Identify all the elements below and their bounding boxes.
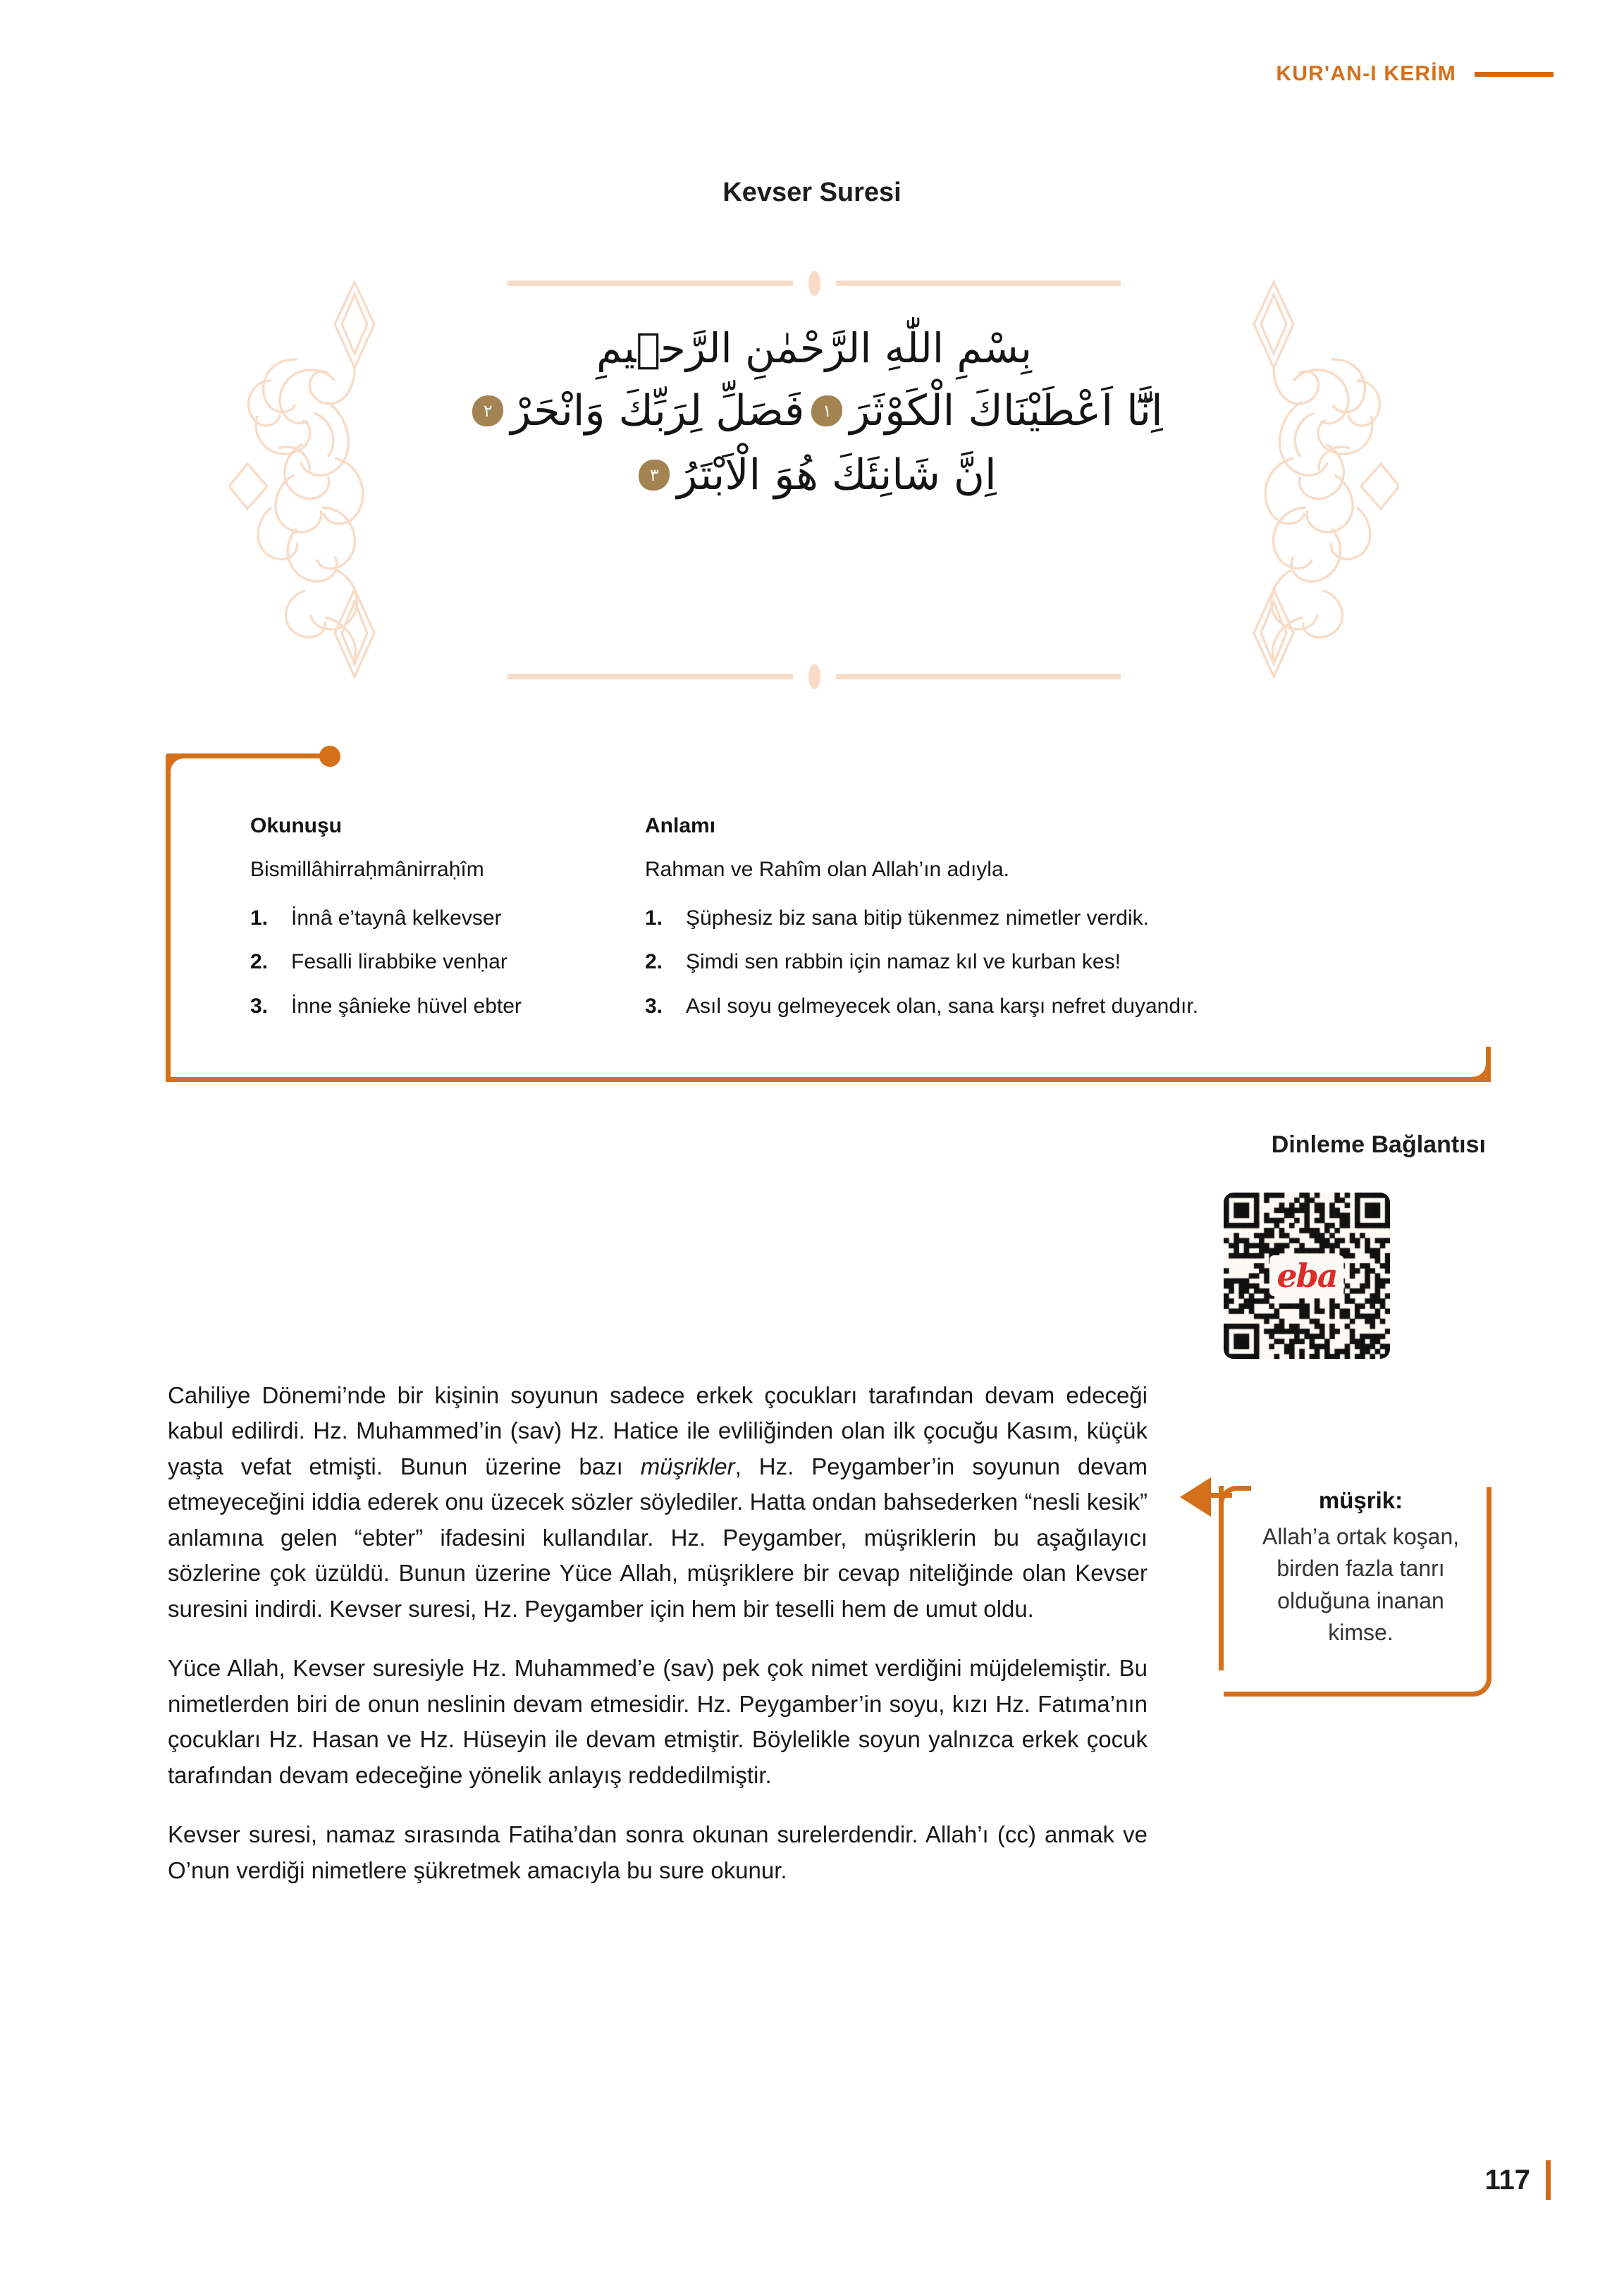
glossary-definition: Allah’a ortak koşan, birden fazla tanrı olduğuna inanan kimse. [1262, 1524, 1460, 1646]
page-number: 117 [1484, 2164, 1530, 2196]
okunus-item-text: İnnâ e’taynâ kelkevser [291, 906, 502, 930]
anlam-item-text: Asıl soyu gelmeyecek olan, sana karşı nefret duyandır. [686, 994, 1199, 1018]
body-text [168, 1378, 1148, 1888]
okunus-item-index: 1. [250, 906, 269, 930]
separator-bar-left-bottom [508, 674, 793, 679]
ayet-text-2: فَصَلِّ لِرَبِّكَ وَانْحَرْ [510, 386, 805, 436]
okunus-basmala: Bismillâhirraḥmânirraḥîm [250, 858, 484, 881]
okunus-item-index: 3. [250, 994, 269, 1018]
paragraph-3: Kevser suresi, namaz sırasında Fatiha’dan sonra okunan surelerdendir. Allah’ı (cc) anmak ve O’nun verdiği nimetlere şükretmek amacıyla bu sure okunur. [168, 1821, 1148, 1883]
glossary-content [1224, 1487, 1487, 1649]
separator-bottom [508, 663, 1121, 691]
page-footer [1484, 2160, 1551, 2200]
ornament-left-icon [229, 275, 412, 684]
list-item [250, 991, 645, 1022]
paragraph-1 [168, 1378, 1148, 1627]
glossary-callout [1224, 1487, 1491, 1697]
separator-bar-right [836, 281, 1121, 286]
ayet-text-3: اِنَّ شَانِئَكَ هُوَ الْاَبْتَرُ [677, 450, 997, 500]
list-item [250, 903, 645, 934]
bracket-right-edge [1486, 1047, 1491, 1082]
separator-top [508, 269, 1121, 297]
glossary-term: müşrik: [1318, 1487, 1403, 1513]
list-item [645, 903, 1420, 934]
list-item [250, 947, 645, 978]
list-item [645, 991, 1420, 1022]
anlam-item-index: 2. [645, 950, 663, 974]
page-footer-rule [1546, 2160, 1551, 2200]
ornament-right-icon [1216, 275, 1399, 684]
ayet-marker-3: ٣ [639, 460, 670, 491]
okunus-item-text: Fesalli lirabbike venḥar [291, 950, 508, 974]
glossary-arrow-bar [1211, 1493, 1232, 1498]
anlam-item-text: Şimdi sen rabbin için namaz kıl ve kurban kes! [686, 950, 1121, 974]
ayet-line-basmala: بِسْمِ اللّٰهِ الرَّحْمٰنِ الرَّح۪يمِ [596, 324, 1032, 372]
anlam-list [645, 903, 1420, 1022]
running-head [1276, 62, 1554, 86]
column-anlam [645, 814, 1420, 1035]
anlam-basmala: Rahman ve Rahîm olan Allah’ın adıyla. [645, 858, 1009, 881]
glossary-term-inline: müşrikler [640, 1453, 735, 1479]
bracket-dot [319, 746, 340, 767]
column-okunus [250, 814, 645, 1035]
reading-meaning-block [166, 744, 1491, 1082]
ayet-marker-2: ٢ [472, 395, 503, 426]
paragraph-2: Yüce Allah, Kevser suresiyle Hz. Muhammed’e (sav) pek çok nimet verdiğini müjdelemiştir. Bu nimetlerden biri de onun neslinin devam etmesidir. Hz. Peygamber’in soyu, kızı Hz. Fatıma’nın çocukları Hz. Hasan ve Hz. Hüseyin ile devam etmiştir. Böylelikle soyun yalnızca erkek çocuk tarafından devam edeceğine yönelik anlayış reddedilmiştir. [168, 1655, 1148, 1788]
ayet-text-block [402, 317, 1226, 508]
anlam-item-index: 3. [645, 994, 663, 1018]
okunus-heading: Okunuşu [250, 814, 343, 837]
bracket-left-edge [166, 753, 171, 1082]
bracket-bottom-edge [166, 1077, 1491, 1082]
eba-logo: eba [1269, 1255, 1343, 1296]
qr-code[interactable] [1224, 1193, 1390, 1359]
okunus-item-text: İnne şânieke hüvel ebter [291, 994, 522, 1018]
paragraph-1-part-a: Cahiliye Dönemi’nde bir kişinin soyunun sadece erkek çocukları tarafından devam edeceği kabul edilirdi. Hz. Muhammed’in (sav) Hz. Hatice ile evliliğinden olan ilk çocuğu Kasım, küçük yaşta vefat etmişti. Bunun üzerine bazı [168, 1382, 1148, 1479]
ayet-text-1: اِنَّٓا اَعْطَيْنَاكَ الْكَوْثَرَ [849, 386, 1163, 436]
paragraph-1-part-b: , Hz. Peygamber’in soyunun devam etmeyeceğini iddia ederek onu üzecek sözler söylediler. Hatta ondan bahsederken “nesli kesik” anlamına gelen “ebter” ifadesini kullandılar. Hz. Peygamber, müşriklerin bu aşağılayıcı sözlerine çok üzüldü. Bunun üzerine Yüce Allah, müşriklere bir cevap niteliğinde olan Kevser suresini indirdi. Kevser suresi, Hz. Peygamber için hem bir teselli hem de umut oldu. [168, 1453, 1148, 1622]
ayet-panel [162, 240, 1466, 719]
okunus-item-index: 2. [250, 950, 269, 974]
anlam-heading: Anlamı [645, 814, 716, 837]
anlam-item-index: 1. [645, 906, 663, 930]
glossary-arrow-stem [1219, 1486, 1224, 1670]
okunus-list [250, 903, 645, 1022]
separator-dot [808, 271, 820, 296]
ayet-line-3 [402, 443, 1226, 507]
running-head-rule [1475, 72, 1554, 77]
glossary-arrow-icon [1180, 1477, 1211, 1517]
listening-link-heading: Dinleme Bağlantısı [1271, 1131, 1486, 1158]
reading-columns [250, 814, 1448, 1035]
separator-bar-left [508, 281, 793, 286]
bracket-top-edge [166, 753, 328, 758]
ayet-line-1-2 [402, 379, 1226, 443]
separator-dot-bottom [808, 664, 820, 689]
glossary-box [1224, 1487, 1491, 1697]
list-item [645, 947, 1420, 978]
separator-bar-right-bottom [836, 674, 1121, 679]
anlam-item-text: Şüphesiz biz sana bitip tükenmez nimetler verdik. [686, 906, 1149, 930]
page-title: Kevser Suresi [722, 178, 902, 207]
running-head-label: KUR'AN-I KERİM [1276, 62, 1456, 85]
ayet-marker-1: ١ [811, 395, 842, 426]
